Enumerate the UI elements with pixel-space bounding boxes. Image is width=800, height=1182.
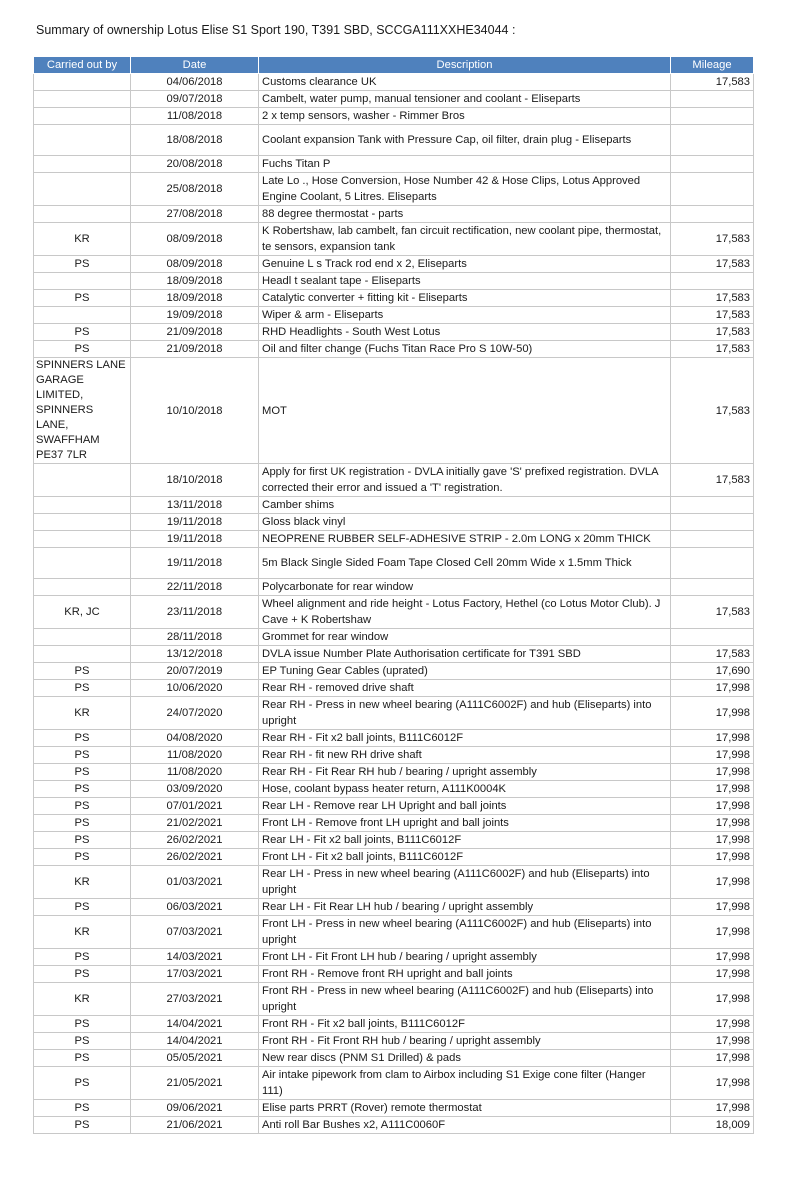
table-row — [34, 514, 754, 531]
cell-date: 14/04/2021 — [131, 1033, 259, 1050]
cell-description: 2 x temp sensors, washer - Rimmer Bros — [259, 108, 671, 125]
cell-date: 19/11/2018 — [131, 514, 259, 531]
document-title: Summary of ownership Lotus Elise S1 Sport 190, T391 SBD, SCCGA111XXHE34044 : — [36, 23, 516, 37]
table-row — [34, 832, 754, 849]
cell-carried-out-by — [34, 579, 131, 596]
cell-date: 18/08/2018 — [131, 125, 259, 156]
table-row — [34, 798, 754, 815]
table-row — [34, 899, 754, 916]
cell-description: Front LH - Remove front LH upright and ball joints — [259, 815, 671, 832]
cell-description: Rear RH - Fit x2 ball joints, B111C6012F — [259, 730, 671, 747]
table-row — [34, 497, 754, 514]
table-row — [34, 949, 754, 966]
cell-carried-out-by — [34, 273, 131, 290]
table-row — [34, 91, 754, 108]
table-row — [34, 307, 754, 324]
cell-mileage: 17,583 — [671, 358, 754, 464]
cell-mileage: 18,009 — [671, 1117, 754, 1134]
table-row — [34, 1016, 754, 1033]
cell-carried-out-by: PS — [34, 290, 131, 307]
cell-description: Front RH - Fit Front RH hub / bearing / upright assembly — [259, 1033, 671, 1050]
table-row — [34, 646, 754, 663]
cell-description: Polycarbonate for rear window — [259, 579, 671, 596]
cell-mileage: 17,583 — [671, 341, 754, 358]
cell-carried-out-by: PS — [34, 1033, 131, 1050]
cell-mileage — [671, 579, 754, 596]
cell-date: 04/08/2020 — [131, 730, 259, 747]
cell-carried-out-by — [34, 74, 131, 91]
cell-carried-out-by — [34, 629, 131, 646]
cell-date: 22/11/2018 — [131, 579, 259, 596]
cell-date: 09/07/2018 — [131, 91, 259, 108]
cell-carried-out-by: PS — [34, 1100, 131, 1117]
table-row — [34, 341, 754, 358]
cell-date: 11/08/2018 — [131, 108, 259, 125]
cell-carried-out-by: KR — [34, 223, 131, 256]
cell-carried-out-by — [34, 108, 131, 125]
cell-date: 28/11/2018 — [131, 629, 259, 646]
table-row — [34, 730, 754, 747]
table-row — [34, 983, 754, 1016]
table-row — [34, 596, 754, 629]
table-row — [34, 206, 754, 223]
table-row — [34, 629, 754, 646]
table-body — [34, 74, 754, 1134]
table-row — [34, 764, 754, 781]
cell-mileage: 17,998 — [671, 680, 754, 697]
cell-description: Grommet for rear window — [259, 629, 671, 646]
cell-carried-out-by — [34, 514, 131, 531]
table-row — [34, 74, 754, 91]
cell-mileage — [671, 629, 754, 646]
cell-description: Hose, coolant bypass heater return, A111K0004K — [259, 781, 671, 798]
cell-mileage — [671, 514, 754, 531]
cell-carried-out-by: PS — [34, 899, 131, 916]
cell-carried-out-by: KR, JC — [34, 596, 131, 629]
cell-mileage: 17,583 — [671, 256, 754, 273]
table-row — [34, 966, 754, 983]
cell-carried-out-by: PS — [34, 949, 131, 966]
cell-mileage: 17,583 — [671, 324, 754, 341]
cell-description: Rear LH - Fit x2 ball joints, B111C6012F — [259, 832, 671, 849]
cell-date: 18/09/2018 — [131, 273, 259, 290]
cell-mileage: 17,998 — [671, 966, 754, 983]
cell-mileage — [671, 91, 754, 108]
table-row — [34, 815, 754, 832]
cell-mileage: 17,998 — [671, 916, 754, 949]
cell-carried-out-by: PS — [34, 764, 131, 781]
cell-mileage: 17,998 — [671, 764, 754, 781]
cell-mileage — [671, 497, 754, 514]
cell-date: 27/03/2021 — [131, 983, 259, 1016]
cell-description: Elise parts PRRT (Rover) remote thermostat — [259, 1100, 671, 1117]
cell-description: RHD Headlights - South West Lotus — [259, 324, 671, 341]
cell-date: 18/10/2018 — [131, 464, 259, 497]
cell-date: 14/03/2021 — [131, 949, 259, 966]
table-row — [34, 849, 754, 866]
cell-mileage: 17,998 — [671, 730, 754, 747]
cell-description: MOT — [259, 358, 671, 464]
table-row — [34, 663, 754, 680]
cell-date: 25/08/2018 — [131, 173, 259, 206]
cell-date: 18/09/2018 — [131, 290, 259, 307]
cell-carried-out-by — [34, 646, 131, 663]
cell-mileage: 17,998 — [671, 798, 754, 815]
cell-mileage — [671, 548, 754, 579]
cell-mileage: 17,998 — [671, 815, 754, 832]
cell-mileage: 17,998 — [671, 899, 754, 916]
cell-carried-out-by: PS — [34, 849, 131, 866]
cell-carried-out-by — [34, 531, 131, 548]
table-header-row — [34, 57, 754, 74]
cell-description: Air intake pipework from clam to Airbox including S1 Exige cone filter (Hanger 111) — [259, 1067, 671, 1100]
cell-mileage: 17,583 — [671, 74, 754, 91]
cell-date: 10/06/2020 — [131, 680, 259, 697]
table-row — [34, 1050, 754, 1067]
table-row — [34, 680, 754, 697]
cell-date: 04/06/2018 — [131, 74, 259, 91]
cell-carried-out-by: PS — [34, 341, 131, 358]
cell-description: Rear RH - fit new RH drive shaft — [259, 747, 671, 764]
cell-date: 05/05/2021 — [131, 1050, 259, 1067]
cell-date: 08/09/2018 — [131, 256, 259, 273]
cell-carried-out-by: PS — [34, 663, 131, 680]
cell-carried-out-by: PS — [34, 1050, 131, 1067]
cell-carried-out-by: KR — [34, 866, 131, 899]
cell-mileage — [671, 273, 754, 290]
cell-mileage: 17,998 — [671, 832, 754, 849]
cell-carried-out-by: PS — [34, 815, 131, 832]
cell-description: Rear LH - Remove rear LH Upright and ball joints — [259, 798, 671, 815]
table-row — [34, 1100, 754, 1117]
cell-date: 20/07/2019 — [131, 663, 259, 680]
table-row — [34, 256, 754, 273]
cell-carried-out-by: PS — [34, 324, 131, 341]
cell-carried-out-by: PS — [34, 832, 131, 849]
cell-description: 5m Black Single Sided Foam Tape Closed Cell 20mm Wide x 1.5mm Thick — [259, 548, 671, 579]
cell-carried-out-by — [34, 91, 131, 108]
cell-date: 13/12/2018 — [131, 646, 259, 663]
cell-carried-out-by: PS — [34, 1117, 131, 1134]
cell-date: 26/02/2021 — [131, 832, 259, 849]
cell-description: Front RH - Remove front RH upright and ball joints — [259, 966, 671, 983]
table-row — [34, 1067, 754, 1100]
cell-date: 19/09/2018 — [131, 307, 259, 324]
cell-date: 06/03/2021 — [131, 899, 259, 916]
cell-date: 21/06/2021 — [131, 1117, 259, 1134]
cell-mileage: 17,998 — [671, 1016, 754, 1033]
cell-date: 17/03/2021 — [131, 966, 259, 983]
cell-carried-out-by: PS — [34, 730, 131, 747]
cell-description: Late Lo ., Hose Conversion, Hose Number 42 & Hose Clips, Lotus Approved Engine Coolant, 5 Litres. Eliseparts — [259, 173, 671, 206]
table-row — [34, 866, 754, 899]
table-row — [34, 781, 754, 798]
cell-carried-out-by — [34, 206, 131, 223]
cell-description: Cambelt, water pump, manual tensioner and coolant - Eliseparts — [259, 91, 671, 108]
cell-date: 21/09/2018 — [131, 324, 259, 341]
cell-description: EP Tuning Gear Cables (uprated) — [259, 663, 671, 680]
cell-date: 03/09/2020 — [131, 781, 259, 798]
cell-mileage: 17,998 — [671, 781, 754, 798]
cell-mileage: 17,998 — [671, 1100, 754, 1117]
cell-description: Oil and filter change (Fuchs Titan Race Pro S 10W-50) — [259, 341, 671, 358]
cell-mileage: 17,998 — [671, 1067, 754, 1100]
cell-mileage — [671, 173, 754, 206]
column-header-description: Description — [259, 57, 671, 74]
cell-description: Fuchs Titan P — [259, 156, 671, 173]
cell-date: 08/09/2018 — [131, 223, 259, 256]
cell-carried-out-by: PS — [34, 781, 131, 798]
table-row — [34, 223, 754, 256]
cell-carried-out-by — [34, 307, 131, 324]
cell-carried-out-by — [34, 156, 131, 173]
table-row — [34, 173, 754, 206]
cell-mileage — [671, 125, 754, 156]
cell-carried-out-by: PS — [34, 1016, 131, 1033]
table-row — [34, 156, 754, 173]
cell-mileage: 17,998 — [671, 1050, 754, 1067]
cell-mileage: 17,998 — [671, 949, 754, 966]
cell-mileage: 17,998 — [671, 747, 754, 764]
cell-date: 23/11/2018 — [131, 596, 259, 629]
cell-carried-out-by: PS — [34, 966, 131, 983]
table-row — [34, 125, 754, 156]
cell-mileage — [671, 156, 754, 173]
cell-description: Anti roll Bar Bushes x2, A111C0060F — [259, 1117, 671, 1134]
cell-description: Wheel alignment and ride height - Lotus Factory, Hethel (co Lotus Motor Club). J Cave + K Robertshaw — [259, 596, 671, 629]
cell-carried-out-by — [34, 173, 131, 206]
cell-description: DVLA issue Number Plate Authorisation certificate for T391 SBD — [259, 646, 671, 663]
table-row — [34, 108, 754, 125]
cell-date: 11/08/2020 — [131, 747, 259, 764]
cell-carried-out-by — [34, 464, 131, 497]
column-header-date: Date — [131, 57, 259, 74]
column-header-mileage: Mileage — [671, 57, 754, 74]
cell-date: 26/02/2021 — [131, 849, 259, 866]
cell-date: 19/11/2018 — [131, 531, 259, 548]
cell-description: Front LH - Fit Front LH hub / bearing / upright assembly — [259, 949, 671, 966]
table-row — [34, 548, 754, 579]
cell-date: 14/04/2021 — [131, 1016, 259, 1033]
cell-mileage: 17,583 — [671, 307, 754, 324]
table-row — [34, 1117, 754, 1134]
cell-date: 07/03/2021 — [131, 916, 259, 949]
table-row — [34, 464, 754, 497]
cell-description: Rear RH - removed drive shaft — [259, 680, 671, 697]
cell-mileage: 17,998 — [671, 697, 754, 730]
cell-date: 20/08/2018 — [131, 156, 259, 173]
cell-mileage: 17,583 — [671, 646, 754, 663]
table-row — [34, 1033, 754, 1050]
cell-carried-out-by — [34, 548, 131, 579]
cell-carried-out-by: SPINNERS LANE GARAGE LIMITED, SPINNERS LANE, SWAFFHAM PE37 7LR — [34, 358, 131, 464]
cell-mileage: 17,583 — [671, 596, 754, 629]
cell-mileage: 17,998 — [671, 866, 754, 899]
cell-date: 09/06/2021 — [131, 1100, 259, 1117]
table-row — [34, 273, 754, 290]
cell-mileage: 17,998 — [671, 849, 754, 866]
cell-carried-out-by: KR — [34, 697, 131, 730]
cell-mileage: 17,583 — [671, 290, 754, 307]
cell-description: Wiper & arm - Eliseparts — [259, 307, 671, 324]
column-header-carried-out-by: Carried out by — [34, 57, 131, 74]
cell-description: Customs clearance UK — [259, 74, 671, 91]
cell-date: 21/02/2021 — [131, 815, 259, 832]
cell-carried-out-by: PS — [34, 747, 131, 764]
cell-date: 13/11/2018 — [131, 497, 259, 514]
cell-mileage: 17,998 — [671, 983, 754, 1016]
cell-description: Rear RH - Press in new wheel bearing (A111C6002F) and hub (Eliseparts) into upright — [259, 697, 671, 730]
cell-mileage — [671, 108, 754, 125]
cell-mileage: 17,583 — [671, 464, 754, 497]
table-row — [34, 747, 754, 764]
cell-date: 07/01/2021 — [131, 798, 259, 815]
cell-description: Catalytic converter + fitting kit - Eliseparts — [259, 290, 671, 307]
cell-description: 88 degree thermostat - parts — [259, 206, 671, 223]
table-row — [34, 324, 754, 341]
table-row — [34, 531, 754, 548]
table-row — [34, 697, 754, 730]
cell-mileage — [671, 531, 754, 548]
cell-description: NEOPRENE RUBBER SELF-ADHESIVE STRIP - 2.0m LONG x 20mm THICK — [259, 531, 671, 548]
cell-carried-out-by: KR — [34, 916, 131, 949]
cell-description: Genuine L s Track rod end x 2, Eliseparts — [259, 256, 671, 273]
cell-description: Rear LH - Fit Rear LH hub / bearing / upright assembly — [259, 899, 671, 916]
cell-date: 19/11/2018 — [131, 548, 259, 579]
table-row — [34, 290, 754, 307]
cell-mileage: 17,583 — [671, 223, 754, 256]
cell-description: Front LH - Press in new wheel bearing (A111C6002F) and hub (Eliseparts) into upright — [259, 916, 671, 949]
cell-carried-out-by: PS — [34, 256, 131, 273]
cell-carried-out-by: PS — [34, 680, 131, 697]
cell-description: Rear LH - Press in new wheel bearing (A111C6002F) and hub (Eliseparts) into upright — [259, 866, 671, 899]
table-row — [34, 358, 754, 464]
cell-description: Camber shims — [259, 497, 671, 514]
cell-description: Coolant expansion Tank with Pressure Cap, oil filter, drain plug - Eliseparts — [259, 125, 671, 156]
cell-description: New rear discs (PNM S1 Drilled) & pads — [259, 1050, 671, 1067]
cell-mileage: 17,690 — [671, 663, 754, 680]
cell-date: 21/09/2018 — [131, 341, 259, 358]
cell-description: K Robertshaw, lab cambelt, fan circuit rectification, new coolant pipe, thermostat, te sensors, expansion tank — [259, 223, 671, 256]
cell-carried-out-by — [34, 497, 131, 514]
ownership-log-table — [33, 56, 754, 1134]
table-row — [34, 916, 754, 949]
table-row — [34, 579, 754, 596]
cell-date: 11/08/2020 — [131, 764, 259, 781]
cell-carried-out-by: KR — [34, 983, 131, 1016]
cell-description: Gloss black vinyl — [259, 514, 671, 531]
cell-date: 01/03/2021 — [131, 866, 259, 899]
cell-description: Front LH - Fit x2 ball joints, B111C6012F — [259, 849, 671, 866]
cell-description: Front RH - Press in new wheel bearing (A111C6002F) and hub (Eliseparts) into upright — [259, 983, 671, 1016]
cell-carried-out-by — [34, 125, 131, 156]
cell-date: 21/05/2021 — [131, 1067, 259, 1100]
cell-carried-out-by: PS — [34, 798, 131, 815]
cell-description: Rear RH - Fit Rear RH hub / bearing / upright assembly — [259, 764, 671, 781]
cell-description: Apply for first UK registration - DVLA initially gave 'S' prefixed registration. DVLA corrected their error and issued a 'T' registration. — [259, 464, 671, 497]
cell-mileage — [671, 206, 754, 223]
cell-description: Front RH - Fit x2 ball joints, B111C6012F — [259, 1016, 671, 1033]
cell-date: 24/07/2020 — [131, 697, 259, 730]
cell-date: 10/10/2018 — [131, 358, 259, 464]
cell-mileage: 17,998 — [671, 1033, 754, 1050]
cell-description: Headl t sealant tape - Eliseparts — [259, 273, 671, 290]
cell-carried-out-by: PS — [34, 1067, 131, 1100]
cell-date: 27/08/2018 — [131, 206, 259, 223]
